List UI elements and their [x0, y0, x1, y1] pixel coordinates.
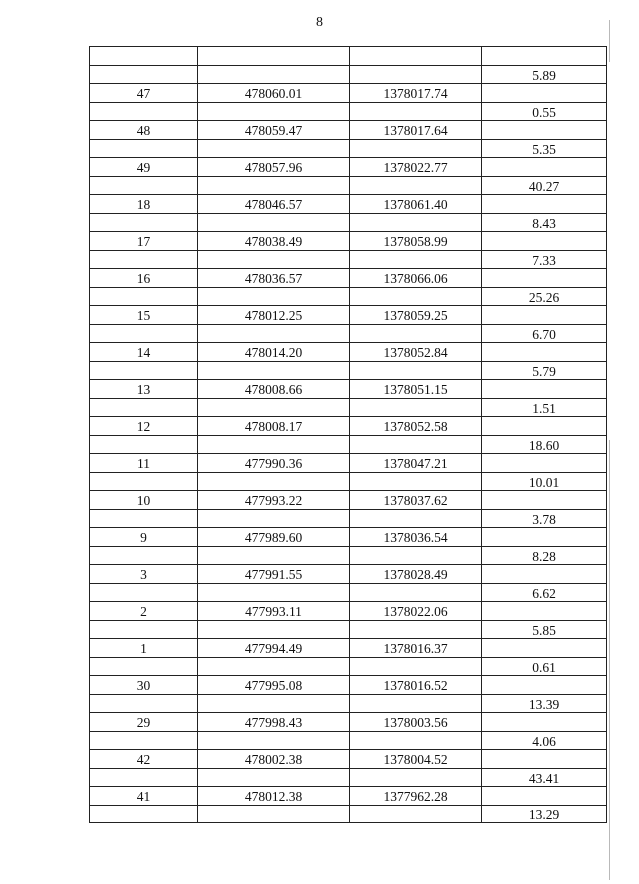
y-coordinate-cell: 1377962.28 — [349, 786, 482, 805]
y-coordinate-cell — [349, 324, 482, 343]
x-coordinate-cell: 478036.57 — [197, 268, 349, 287]
point-number-cell: 30 — [89, 675, 197, 694]
point-number-cell: 10 — [89, 490, 197, 509]
distance-cell — [482, 120, 607, 139]
y-coordinate-cell — [349, 435, 482, 454]
distance-cell: 6.70 — [482, 324, 607, 343]
y-coordinate-cell — [349, 546, 482, 565]
y-coordinate-cell — [349, 176, 482, 195]
distance-cell — [482, 601, 607, 620]
point-number-cell — [89, 805, 197, 824]
x-coordinate-cell — [197, 435, 349, 454]
y-coordinate-cell: 1378017.74 — [349, 83, 482, 102]
point-number-cell: 11 — [89, 453, 197, 472]
point-number-cell — [89, 213, 197, 232]
point-number-cell: 42 — [89, 749, 197, 768]
distance-cell: 40.27 — [482, 176, 607, 195]
x-coordinate-cell: 477990.36 — [197, 453, 349, 472]
y-coordinate-cell: 1378052.84 — [349, 342, 482, 361]
point-number-cell: 12 — [89, 416, 197, 435]
y-coordinate-cell: 1378058.99 — [349, 231, 482, 250]
table-row — [89, 176, 607, 195]
table-row — [89, 546, 607, 565]
distance-cell: 5.35 — [482, 139, 607, 158]
x-coordinate-cell — [197, 805, 349, 824]
table-row — [89, 416, 607, 435]
point-number-cell — [89, 102, 197, 121]
point-number-cell — [89, 731, 197, 750]
table-row — [89, 102, 607, 121]
x-coordinate-cell: 477998.43 — [197, 712, 349, 731]
x-coordinate-cell — [197, 583, 349, 602]
y-coordinate-cell: 1378061.40 — [349, 194, 482, 213]
x-coordinate-cell — [197, 694, 349, 713]
y-coordinate-cell: 1378004.52 — [349, 749, 482, 768]
x-coordinate-cell: 477991.55 — [197, 564, 349, 583]
table-row — [89, 398, 607, 417]
distance-cell: 0.61 — [482, 657, 607, 676]
y-coordinate-cell — [349, 65, 482, 84]
table-row — [89, 139, 607, 158]
distance-cell: 13.29 — [482, 805, 607, 824]
x-coordinate-cell: 478008.66 — [197, 379, 349, 398]
table-row — [89, 361, 607, 380]
point-number-cell — [89, 620, 197, 639]
table-row — [89, 65, 607, 84]
x-coordinate-cell: 478008.17 — [197, 416, 349, 435]
y-coordinate-cell — [349, 805, 482, 824]
table-row — [89, 194, 607, 213]
point-number-cell: 9 — [89, 527, 197, 546]
x-coordinate-cell: 478046.57 — [197, 194, 349, 213]
point-number-cell: 47 — [89, 83, 197, 102]
table-row — [89, 231, 607, 250]
x-coordinate-cell — [197, 213, 349, 232]
distance-cell — [482, 786, 607, 805]
point-number-cell — [89, 324, 197, 343]
table-row — [89, 583, 607, 602]
point-number-cell: 13 — [89, 379, 197, 398]
point-number-cell — [89, 176, 197, 195]
point-number-cell — [89, 46, 197, 65]
y-coordinate-cell: 1378022.06 — [349, 601, 482, 620]
distance-cell — [482, 342, 607, 361]
y-coordinate-cell — [349, 768, 482, 787]
table-row — [89, 120, 607, 139]
point-number-cell — [89, 546, 197, 565]
x-coordinate-cell: 477993.11 — [197, 601, 349, 620]
distance-cell — [482, 490, 607, 509]
x-coordinate-cell: 477994.49 — [197, 638, 349, 657]
x-coordinate-cell — [197, 398, 349, 417]
point-number-cell: 15 — [89, 305, 197, 324]
scan-edge-line — [609, 440, 610, 880]
point-number-cell — [89, 583, 197, 602]
distance-cell: 5.79 — [482, 361, 607, 380]
distance-cell: 8.43 — [482, 213, 607, 232]
distance-cell: 18.60 — [482, 435, 607, 454]
y-coordinate-cell — [349, 620, 482, 639]
y-coordinate-cell: 1378003.56 — [349, 712, 482, 731]
x-coordinate-cell — [197, 768, 349, 787]
point-number-cell: 14 — [89, 342, 197, 361]
distance-cell: 43.41 — [482, 768, 607, 787]
table-row — [89, 694, 607, 713]
x-coordinate-cell: 478012.38 — [197, 786, 349, 805]
point-number-cell — [89, 139, 197, 158]
y-coordinate-cell — [349, 213, 482, 232]
table-row — [89, 83, 607, 102]
y-coordinate-cell — [349, 287, 482, 306]
point-number-cell — [89, 361, 197, 380]
y-coordinate-cell — [349, 46, 482, 65]
distance-cell: 4.06 — [482, 731, 607, 750]
distance-cell — [482, 453, 607, 472]
x-coordinate-cell — [197, 620, 349, 639]
x-coordinate-cell: 478014.20 — [197, 342, 349, 361]
table-row — [89, 250, 607, 269]
x-coordinate-cell — [197, 657, 349, 676]
table-row — [89, 509, 607, 528]
distance-cell — [482, 527, 607, 546]
x-coordinate-cell — [197, 46, 349, 65]
table-row — [89, 453, 607, 472]
table-row — [89, 768, 607, 787]
table-row — [89, 157, 607, 176]
point-number-cell: 41 — [89, 786, 197, 805]
point-number-cell: 17 — [89, 231, 197, 250]
point-number-cell — [89, 694, 197, 713]
table-row — [89, 712, 607, 731]
x-coordinate-cell — [197, 102, 349, 121]
distance-cell: 13.39 — [482, 694, 607, 713]
distance-cell: 10.01 — [482, 472, 607, 491]
distance-cell — [482, 83, 607, 102]
point-number-cell — [89, 472, 197, 491]
point-number-cell: 2 — [89, 601, 197, 620]
distance-cell — [482, 268, 607, 287]
y-coordinate-cell — [349, 139, 482, 158]
y-coordinate-cell — [349, 509, 482, 528]
table-row — [89, 601, 607, 620]
table-row — [89, 527, 607, 546]
x-coordinate-cell — [197, 324, 349, 343]
x-coordinate-cell: 478059.47 — [197, 120, 349, 139]
point-number-cell — [89, 398, 197, 417]
table-row — [89, 287, 607, 306]
x-coordinate-cell — [197, 731, 349, 750]
x-coordinate-cell: 478012.25 — [197, 305, 349, 324]
distance-cell — [482, 416, 607, 435]
y-coordinate-cell — [349, 361, 482, 380]
table-row — [89, 657, 607, 676]
point-number-cell — [89, 768, 197, 787]
table-row — [89, 564, 607, 583]
point-number-cell — [89, 65, 197, 84]
table-row — [89, 472, 607, 491]
x-coordinate-cell — [197, 472, 349, 491]
page-number: 8 — [316, 15, 323, 30]
distance-cell — [482, 305, 607, 324]
y-coordinate-cell: 1378016.37 — [349, 638, 482, 657]
distance-cell: 8.28 — [482, 546, 607, 565]
x-coordinate-cell — [197, 546, 349, 565]
table-row — [89, 342, 607, 361]
table-row — [89, 213, 607, 232]
y-coordinate-cell — [349, 102, 482, 121]
point-number-cell — [89, 287, 197, 306]
y-coordinate-cell: 1378022.77 — [349, 157, 482, 176]
y-coordinate-cell: 1378036.54 — [349, 527, 482, 546]
x-coordinate-cell — [197, 139, 349, 158]
point-number-cell: 29 — [89, 712, 197, 731]
table-row — [89, 324, 607, 343]
x-coordinate-cell — [197, 361, 349, 380]
distance-cell — [482, 749, 607, 768]
y-coordinate-cell — [349, 731, 482, 750]
y-coordinate-cell: 1378016.52 — [349, 675, 482, 694]
x-coordinate-cell — [197, 509, 349, 528]
table-row — [89, 379, 607, 398]
table-row — [89, 268, 607, 287]
x-coordinate-cell — [197, 250, 349, 269]
y-coordinate-cell — [349, 472, 482, 491]
x-coordinate-cell: 477995.08 — [197, 675, 349, 694]
y-coordinate-cell: 1378051.15 — [349, 379, 482, 398]
distance-cell: 5.89 — [482, 65, 607, 84]
scan-edge-line — [609, 20, 610, 62]
distance-cell — [482, 231, 607, 250]
x-coordinate-cell: 478057.96 — [197, 157, 349, 176]
y-coordinate-cell — [349, 398, 482, 417]
table-row — [89, 638, 607, 657]
distance-cell — [482, 46, 607, 65]
y-coordinate-cell — [349, 250, 482, 269]
distance-cell — [482, 564, 607, 583]
distance-cell — [482, 379, 607, 398]
distance-cell — [482, 638, 607, 657]
table-row — [89, 786, 607, 805]
table-row — [89, 731, 607, 750]
y-coordinate-cell: 1378017.64 — [349, 120, 482, 139]
x-coordinate-cell: 478060.01 — [197, 83, 349, 102]
point-number-cell — [89, 657, 197, 676]
distance-cell: 25.26 — [482, 287, 607, 306]
distance-cell — [482, 675, 607, 694]
table-row — [89, 620, 607, 639]
table-row — [89, 305, 607, 324]
y-coordinate-cell: 1378059.25 — [349, 305, 482, 324]
point-number-cell — [89, 250, 197, 269]
x-coordinate-cell: 478038.49 — [197, 231, 349, 250]
coordinates-table — [89, 46, 607, 823]
distance-cell: 3.78 — [482, 509, 607, 528]
y-coordinate-cell: 1378037.62 — [349, 490, 482, 509]
y-coordinate-cell: 1378028.49 — [349, 564, 482, 583]
y-coordinate-cell: 1378047.21 — [349, 453, 482, 472]
x-coordinate-cell — [197, 65, 349, 84]
point-number-cell — [89, 435, 197, 454]
point-number-cell: 3 — [89, 564, 197, 583]
point-number-cell: 18 — [89, 194, 197, 213]
distance-cell — [482, 712, 607, 731]
x-coordinate-cell: 477989.60 — [197, 527, 349, 546]
point-number-cell: 1 — [89, 638, 197, 657]
y-coordinate-cell — [349, 583, 482, 602]
x-coordinate-cell: 478002.38 — [197, 749, 349, 768]
point-number-cell: 49 — [89, 157, 197, 176]
distance-cell — [482, 194, 607, 213]
y-coordinate-cell — [349, 694, 482, 713]
point-number-cell — [89, 509, 197, 528]
distance-cell: 7.33 — [482, 250, 607, 269]
distance-cell — [482, 157, 607, 176]
y-coordinate-cell — [349, 657, 482, 676]
x-coordinate-cell: 477993.22 — [197, 490, 349, 509]
point-number-cell: 48 — [89, 120, 197, 139]
table-row — [89, 490, 607, 509]
table-row — [89, 749, 607, 768]
table-row — [89, 805, 607, 824]
y-coordinate-cell: 1378052.58 — [349, 416, 482, 435]
x-coordinate-cell — [197, 176, 349, 195]
distance-cell: 6.62 — [482, 583, 607, 602]
y-coordinate-cell: 1378066.06 — [349, 268, 482, 287]
distance-cell: 0.55 — [482, 102, 607, 121]
table-row — [89, 435, 607, 454]
distance-cell: 5.85 — [482, 620, 607, 639]
table-row — [89, 46, 607, 65]
table-row — [89, 675, 607, 694]
point-number-cell: 16 — [89, 268, 197, 287]
distance-cell: 1.51 — [482, 398, 607, 417]
x-coordinate-cell — [197, 287, 349, 306]
